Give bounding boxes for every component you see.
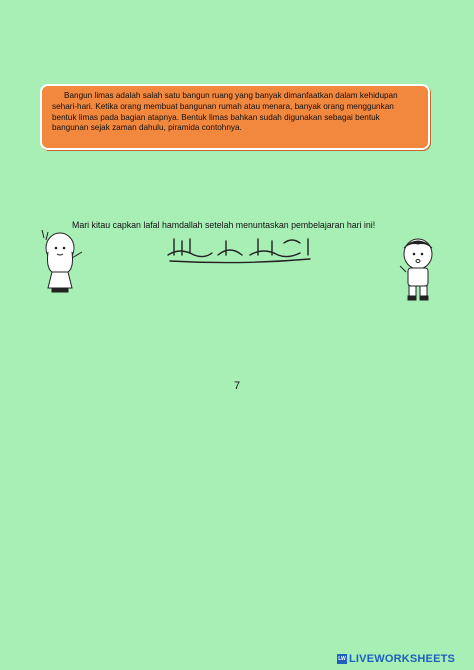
liveworksheets-logo[interactable] xyxy=(337,652,455,666)
info-box xyxy=(40,84,430,150)
boy-illustration xyxy=(396,236,440,302)
page-number: 7 xyxy=(233,380,241,392)
girl-illustration xyxy=(38,228,86,300)
instruction-text: Mari kitau capkan lafal hamdallah setelah menuntaskan pembelajaran hari ini! xyxy=(72,220,376,230)
hamdallah-calligraphy xyxy=(160,233,320,265)
liveworksheets-brand: LIVEWORKSHEETS xyxy=(349,653,456,665)
info-text: Bangun limas adalah salah satu bangun ruang yang banyak dimanfaatkan dalam kehidupan sehari-hari. Ketika orang membuat bangunan rumah atau menara, banyak orang menggunkan bentuk limas pada bagian atapnya. Bentuk limas bahkan sudah digunakan sebagai bentuk bangunan sejak zaman dahulu, piramida contohnya. xyxy=(52,91,398,133)
liveworksheets-badge: LW xyxy=(338,656,346,662)
